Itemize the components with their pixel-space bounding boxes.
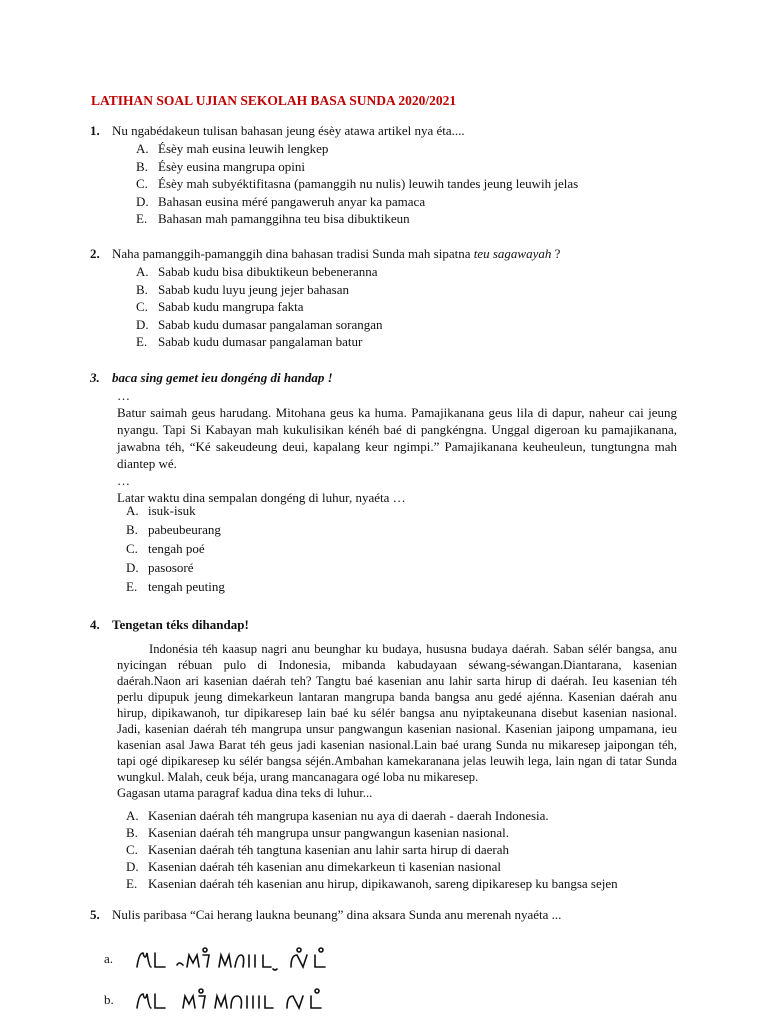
option-list <box>136 140 578 228</box>
question-text: Gagasan utama paragraf kadua dina teks di luhur... <box>117 786 373 800</box>
option-e: E. Sabab kudu dumasar pangalaman batur <box>136 334 363 349</box>
question-number: 4. <box>90 617 100 632</box>
option-d: D. Bahasan eusina méré pangaweruh anyar ka pamaca <box>136 193 426 209</box>
option-b: B. Ésèy eusina mangrupa opini <box>136 158 305 174</box>
sundanese-script-image <box>133 988 343 1014</box>
passage-text: Indonésia téh kaasup nagri anu beunghar ku budaya, hususna budaya daérah. Saban sélér bangsa, anu nyicingan rébuan pulo di Indonesia, mibanda kabudayaan séwang-séwangan.Diantarana, kasenian daérah.Naon ari kasenian daérah teh? Tangtu baé kasenian anu lahir sarta hirup di daérah. Ieu kasenian téh perlu dipupuk jeung dimekarkeun lantaran mangrupa banda bangsa anu gedé ajénna. Kasenian daérah anu hirup, dipikawanoh, tur dipikaresep lain baé ku sélér bangsa anu nyiptakeunana disebut kasenian nasional. Jadi, kasenian daérah téh mangrupa unsur pangwangun kasenian nasional. Kasenian jaipong umpamana, ieu kasenian asal Jawa Barat téh geus jadi kasenian nasional.Lain baé urang Sunda nu mikaresep jaipongan téh, tapi ogé dipikaresep ku sélér bangsa séjén.Ambahan kamekaranana jelas leuwih lega, lain ngan di tatar Sunda wungkul. Malah, ceuk béja, urang mancanagara ogé loba nu mikaresep. <box>117 642 677 784</box>
option-label: a. <box>104 950 114 966</box>
question-instruction: Tengetan téks dihandap! <box>112 617 249 632</box>
question-text: Naha pamanggih-pamanggih dina bahasan tradisi Sunda mah sipatna teu sagawayah ? <box>112 246 561 261</box>
aksara-option-a <box>104 947 343 973</box>
question-number: 5. <box>90 907 100 922</box>
option-c: C. Sabab kudu mangrupa fakta <box>136 299 304 314</box>
option-e: E. tengah peuting <box>126 579 225 594</box>
aksara-option-b <box>104 988 343 1014</box>
sundanese-script-image <box>133 947 343 973</box>
story-passage <box>117 387 677 506</box>
option-d: D. Sabab kudu dumasar pangalaman sorangan <box>136 316 383 332</box>
option-list <box>126 502 225 597</box>
option-b: B. Sabab kudu luyu jeung jejer bahasan <box>136 281 349 297</box>
option-b: B. Kasenian daérah téh mangrupa unsur pangwangun kasenian nasional. <box>126 825 509 840</box>
question-text: Nulis paribasa “Cai herang laukna beunang” dina aksara Sunda anu merenah nyaéta ... <box>112 907 562 922</box>
option-d: D. pasosoré <box>126 560 194 575</box>
page-title: LATIHAN SOAL UJIAN SEKOLAH BASA SUNDA 2020/2021 <box>91 93 457 108</box>
option-label: b. <box>104 991 114 1007</box>
question-instruction: baca sing gemet ieu dongéng di handap ! <box>112 370 333 385</box>
ellipsis: … <box>117 388 130 403</box>
option-c: C. Kasenian daérah téh tangtuna kasenian anu lahir sarta hirup di daerah <box>126 842 509 857</box>
question-number: 3. <box>90 370 100 385</box>
option-list <box>136 263 383 351</box>
passage-text: Batur saimah geus harudang. Mitohana geus ka huma. Pamajikanana geus lila di dapur, naheur cai jeung nyangu. Tapi Si Kabayan mah kukulisikan kénéh baé di pangkéngna. Unggal digeroan ku pamajikanana, jawabna téh, “Ké sakeudeung deui, kapalang keur ngimpi.” Pamajikanana keuheuleun, tungtungna mah diantep wé. <box>117 405 677 471</box>
option-e: E. Kasenian daérah téh kasenian anu hirup, dipikawanoh, sareng dipikaresep ku bangsa sejen <box>126 876 618 891</box>
option-a: A. Sabab kudu bisa dibuktikeun bebeneranna <box>136 264 378 279</box>
question-number: 1. <box>90 123 100 138</box>
option-c: C. Ésèy mah subyéktifitasna (pamanggih nu nulis) leuwih tandes jeung leuwih jelas <box>136 176 579 191</box>
question-text: Latar waktu dina sempalan dongéng di luhur, nyaéta … <box>117 490 406 505</box>
option-d: D. Kasenian daérah téh kasenian anu dimekarkeun ti kasenian nasional <box>126 859 502 874</box>
question-number: 2. <box>90 246 100 261</box>
question-text: Nu ngabédakeun tulisan bahasan jeung ésèy atawa artikel nya éta.... <box>112 123 465 138</box>
option-c: C. tengah poé <box>126 541 205 556</box>
option-a: A. isuk-isuk <box>126 503 196 518</box>
ellipsis: … <box>117 473 130 488</box>
option-b: B. pabeubeurang <box>126 522 221 537</box>
option-e: E. Bahasan mah pamanggihna teu bisa dibuktikeun <box>136 211 410 226</box>
article-passage <box>117 641 677 801</box>
option-list <box>126 807 618 892</box>
option-a: A. Kasenian daérah téh mangrupa kasenian nu aya di daerah - daerah Indonesia. <box>126 808 549 823</box>
option-a: A. Ésèy mah eusina leuwih lengkep <box>136 141 329 156</box>
